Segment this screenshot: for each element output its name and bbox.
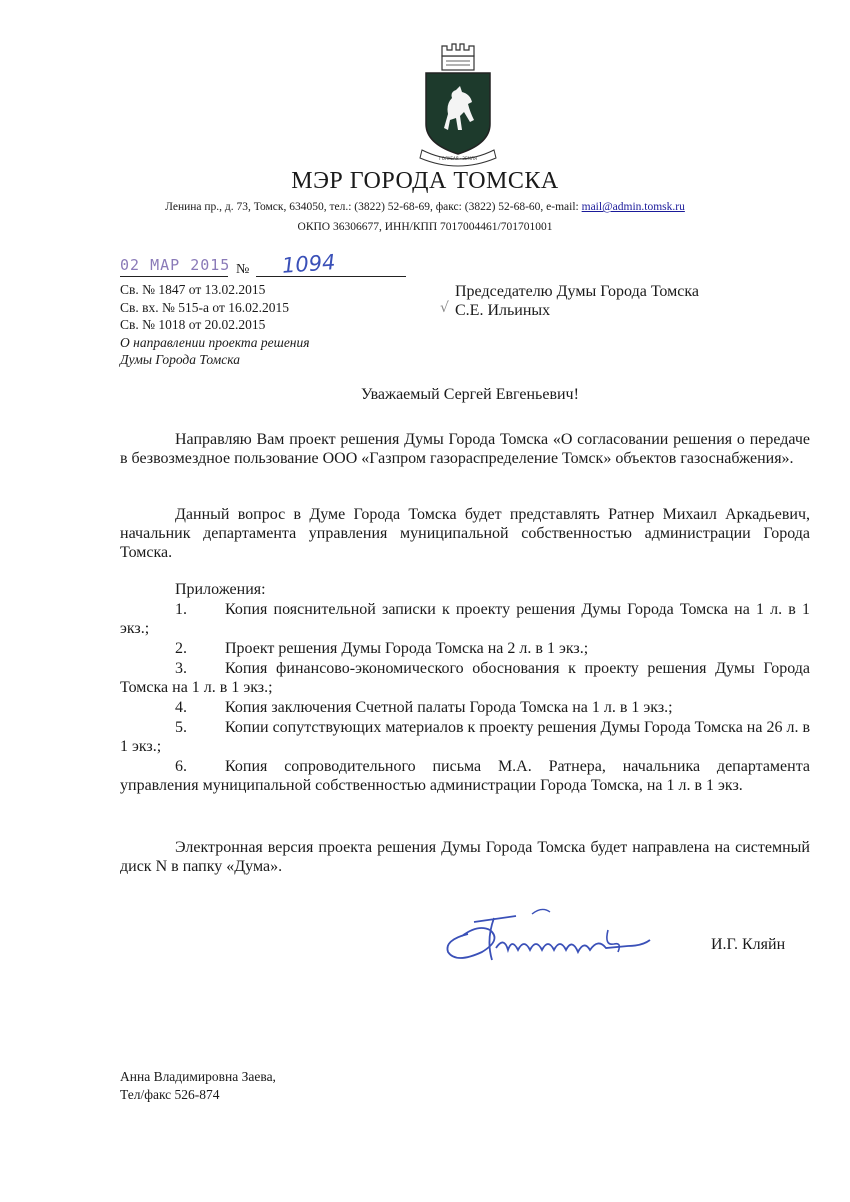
- addressee: [455, 282, 699, 320]
- reference-line: Св. № 1847 от 13.02.2015: [120, 282, 266, 297]
- subject-line: О направлении проекта решения: [120, 334, 310, 350]
- number-underline: [256, 276, 406, 277]
- addressee-position: Председателю Думы Города Томска: [455, 283, 699, 300]
- check-mark-icon: √: [440, 300, 449, 316]
- attachment-number: 5.: [175, 719, 187, 736]
- city-emblem: [416, 40, 500, 168]
- addressee-name: С.Е. Ильиных: [455, 302, 551, 319]
- attachment-item: [120, 639, 810, 658]
- attachment-text: Копия пояснительной записки к проекту решения Думы Города Томска на 1 л. в 1 экз.;: [120, 601, 810, 637]
- paragraph-intro: Направляю Вам проект решения Думы Города Томска «О согласовании решения о передаче в безвозмездное пользование ООО «Газпром газораспределение Томск» объектов газоснабжения».: [120, 431, 810, 467]
- attachment-item: [120, 718, 810, 756]
- page-title: МЭР ГОРОДА ТОМСКА: [291, 168, 559, 194]
- paragraph-presenter: Данный вопрос в Думе Города Томска будет представлять Ратнер Михаил Аркадьевич, начальник департамента управления муниципальной собственностью администрации Города Томска.: [120, 506, 810, 561]
- attachment-item: [120, 698, 810, 717]
- subject-line: Думы Города Томска: [120, 352, 240, 367]
- number-sign: №: [236, 262, 250, 277]
- attachment-number: 6.: [175, 758, 187, 775]
- date-stamp: 02 МАР 2015: [120, 256, 231, 274]
- contact-info: [120, 1068, 276, 1104]
- attachment-item: [120, 757, 810, 795]
- attachment-text: Копия заключения Счетной палаты Города Томска на 1 л. в 1 экз.;: [225, 699, 673, 716]
- crown-icon: [442, 44, 474, 70]
- greeting: Уважаемый Сергей Евгеньевич!: [361, 386, 579, 403]
- attachment-text: Копия финансово-экономического обоснования к проекту решения Думы Города Томска на 1 л. в 1 экз.;: [120, 660, 810, 696]
- attachment-number: 2.: [175, 640, 187, 657]
- reference-line: Св. № 1018 от 20.02.2015: [120, 317, 266, 332]
- email-link[interactable]: mail@admin.tomsk.ru: [581, 201, 685, 213]
- handwritten-signature: [438, 900, 668, 970]
- signer-name: И.Г. Кляйн: [711, 936, 786, 953]
- header-contacts: [0, 201, 850, 213]
- attachment-text: Копии сопутствующих материалов к проекту решения Думы Города Томска на 26 л. в 1 экз.;: [120, 719, 811, 755]
- paragraph-electronic: Электронная версия проекта решения Думы Города Томска будет направлена на системный диск N в папку «Дума».: [120, 839, 810, 875]
- contact-name: Анна Владимировна Заева,: [120, 1069, 276, 1084]
- attachment-text: Копия сопроводительного письма М.А. Ратнера, начальника департамента управления муниципальной собственностью администрации Города Томска, на 1 л. в 1 экз.: [120, 758, 810, 794]
- handwritten-number: 1094: [281, 250, 337, 278]
- reference-line: Св. вх. № 515-а от 16.02.2015: [120, 299, 289, 315]
- emblem-ribbon-text: ГОЛУБАЯ · ЗЕМЛЯ: [439, 156, 477, 161]
- attachments-heading: Приложения:: [175, 581, 266, 598]
- attachment-number: 1.: [175, 601, 187, 618]
- attachment-number: 3.: [175, 660, 187, 677]
- attachment-item: [120, 600, 810, 638]
- attachments-list: [120, 600, 810, 796]
- attachment-number: 4.: [175, 699, 187, 716]
- contact-phone: Тел/факс 526-874: [120, 1087, 220, 1102]
- attachment-item: [120, 659, 810, 697]
- references: [120, 281, 310, 369]
- attachment-text: Проект решения Думы Города Томска на 2 л. в 1 экз.;: [225, 640, 589, 657]
- okpo-line: ОКПО 36306677, ИНН/КПП 7017004461/701701001: [297, 221, 553, 233]
- address-line: Ленина пр., д. 73, Томск, 634050, тел.: (3822) 52-68-69, факс: (3822) 52-68-60, e-mail:: [165, 201, 582, 213]
- date-underline: [120, 276, 228, 277]
